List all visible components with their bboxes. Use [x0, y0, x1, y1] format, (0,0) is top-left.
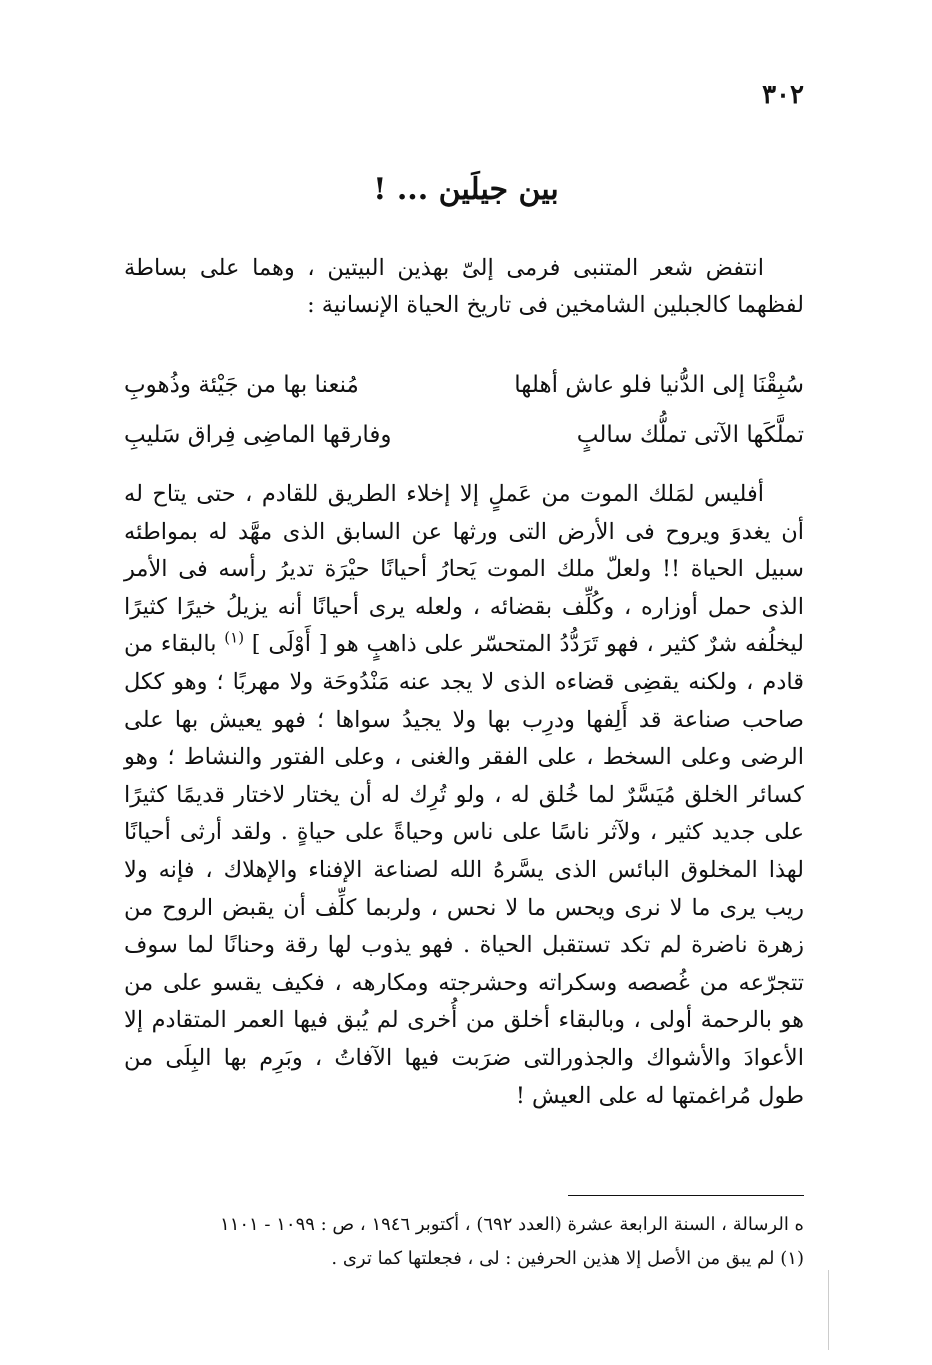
scan-edge-mark: [828, 1270, 829, 1350]
poem-verse-2-first-hemistich: تملَّكَها الآتى تملُّك سالبٍ: [576, 422, 804, 448]
main-paragraph-part-1: أفليس لمَلك الموت من عَملٍ إلا إخلاء الطريق للقادم ، حتى يتاح له أن يغدوَ ويروح فى الأرض التى ورثها عن السابق الذى مهَّد له بمواطئه سبيل الحياة !! ولعلّ ملك الموت يَحارُ أحيانًا حيْرَة تديرُ رأسه فى الأمر الذى حمل أوزاره ، وكُلِّف بقضائه ، ولعله يرى أحيانًا أنه يزيلُ خيرًا كثيرًا ليخلُفه شرٌ كثير ، فهو تَرَدُّدُ المتحسّر على ذاهبٍ هو [ أَوْلَى ]: [124, 481, 805, 658]
poem-verse-2-second-hemistich: وفارقها الماضِى فِراق سَليبِ: [124, 422, 392, 448]
poem-verse-2: [124, 410, 804, 460]
footnote-1: (١) لم يبق من الأصل إلا هذين الحرفين : لى ، فجعلتها كما ترى .: [331, 1248, 804, 1269]
footnote-divider: [568, 1195, 804, 1196]
main-paragraph-part-2: بالبقاء من قادم ، ولكنه يقضِى قضاءه الذى لا يجد عنه مَنْدُوحَة ولا مهربًا ؛ وهو ككل صاحب صناعة قد أَلِفها ودرِب بها ولا يجيدُ سواها ؛ فهو يعيش بها على الرضى وعلى السخط ، على الفقر والغنى ، وعلى الفتور والنشاط ؛ وهو كسائر الخلق مُيَسَّرٌ لما خُلق له ، ولو تُرِك له أن يختار لاختار قديمًا كثيرًا على جديد كثير ، ولآثر ناسًا على ناس وحياةً على حياةٍ . ولقد أرثى أحيانًا لهذا المخلوق البائس الذى يسَّرهُ الله لصناعة الإفناء والإهلاك ، فإنه ولا ريب يرى ما لا نرى ويحس ما لا نحس ، ولربما كلِّف أن يقبض الروح من زهرة ناضرة لم تكد تستقبل الحياة . فهو يذوب لها رقة وحنانًا لما سوف تتجرّعه من غُصصه وسكراته وحشرجته ومكارهه ، فكيف يقسو على من هو بالرحمة أولى ، وبالبقاء أخلق من أُخرى لم يُبق فيها العمر المتقادم إلا الأعوادَ والأشواك والجذورالتى ضرَبت فيها الآفاتُ ، وبَرِم بها البِلَى من طول مُراغمتها له على العيش !: [124, 631, 804, 1109]
intro-paragraph: انتفض شعر المتنبى فرمى إلىّ بهذين البيتين ، وهما على بساطة لفظهما كالجبلين الشامخين فى تاريخ الحياة الإنسانية :: [124, 255, 804, 318]
footnote-reference: (١): [224, 628, 245, 647]
page-number: ٣٠٢: [762, 80, 804, 110]
poem-verse-1: [124, 360, 804, 410]
poem: [124, 360, 804, 460]
footnote-source: ه الرسالة ، السنة الرابعة عشرة (العدد ٦٩٢) ، أكتوبر ١٩٤٦ ، ص : ١٠٩٩ - ١١٠١: [220, 1214, 804, 1235]
poem-verse-1-first-hemistich: سُبِقْنَا إلى الدُّنيا فلو عاش أهلها: [514, 372, 804, 398]
chapter-title: بين جيلَين ... !: [373, 172, 559, 207]
poem-verse-1-second-hemistich: مُنعنا بها من جَيْئة وذُهوبِ: [124, 372, 359, 398]
main-paragraph: [124, 476, 804, 1115]
footnotes: [124, 1208, 804, 1276]
